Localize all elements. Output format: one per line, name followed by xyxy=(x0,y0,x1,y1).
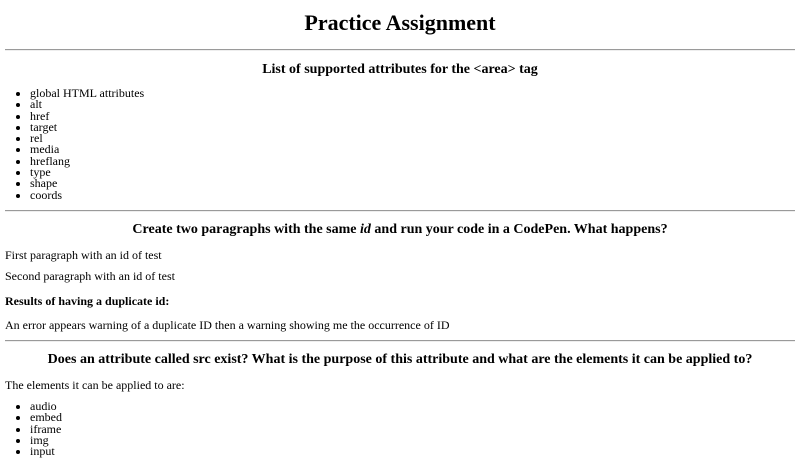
heading-text: Create two paragraphs with the same xyxy=(132,222,361,237)
section-heading-src-attribute: Does an attribute called src exist? What is the purpose of this attribute and what are the elements it can be applied to? xyxy=(47,352,753,367)
src-elements-intro: The elements it can be applied to are: xyxy=(5,378,185,392)
results-text: An error appears warning of a duplicate ID then a warning showing me the occurrence of ID xyxy=(5,318,450,332)
results-label: Results of having a duplicate id: xyxy=(5,294,170,308)
list-item: • shape xyxy=(30,178,144,189)
list-item: • iframe xyxy=(30,424,62,435)
area-attributes-list xyxy=(0,88,144,201)
list-item: • target xyxy=(30,122,144,133)
list-item: • media xyxy=(30,144,144,155)
list-item: • img xyxy=(30,435,62,446)
section-heading-duplicate-id xyxy=(0,222,800,238)
first-paragraph: First paragraph with an id of test xyxy=(5,248,162,262)
second-paragraph: Second paragraph with an id of test xyxy=(5,269,175,283)
list-item: • audio xyxy=(30,401,62,412)
list-item: • embed xyxy=(30,412,62,423)
list-item: • type xyxy=(30,167,144,178)
divider xyxy=(5,210,795,212)
list-item: • rel xyxy=(30,133,144,144)
heading-emphasis: id xyxy=(360,222,371,237)
page-title: Practice Assignment xyxy=(304,10,496,35)
src-elements-list xyxy=(0,401,62,457)
divider xyxy=(5,340,795,342)
list-item: • coords xyxy=(30,190,144,201)
list-item: • alt xyxy=(30,99,144,110)
list-item: • hreflang xyxy=(30,156,144,167)
list-item: • input xyxy=(30,446,62,457)
list-item: • global HTML attributes xyxy=(30,88,144,99)
heading-text: and run your code in a CodePen. What happens? xyxy=(370,222,668,237)
section-heading-area-attributes: List of supported attributes for the <area> tag xyxy=(262,62,538,77)
divider xyxy=(5,49,795,51)
list-item: • href xyxy=(30,111,144,122)
